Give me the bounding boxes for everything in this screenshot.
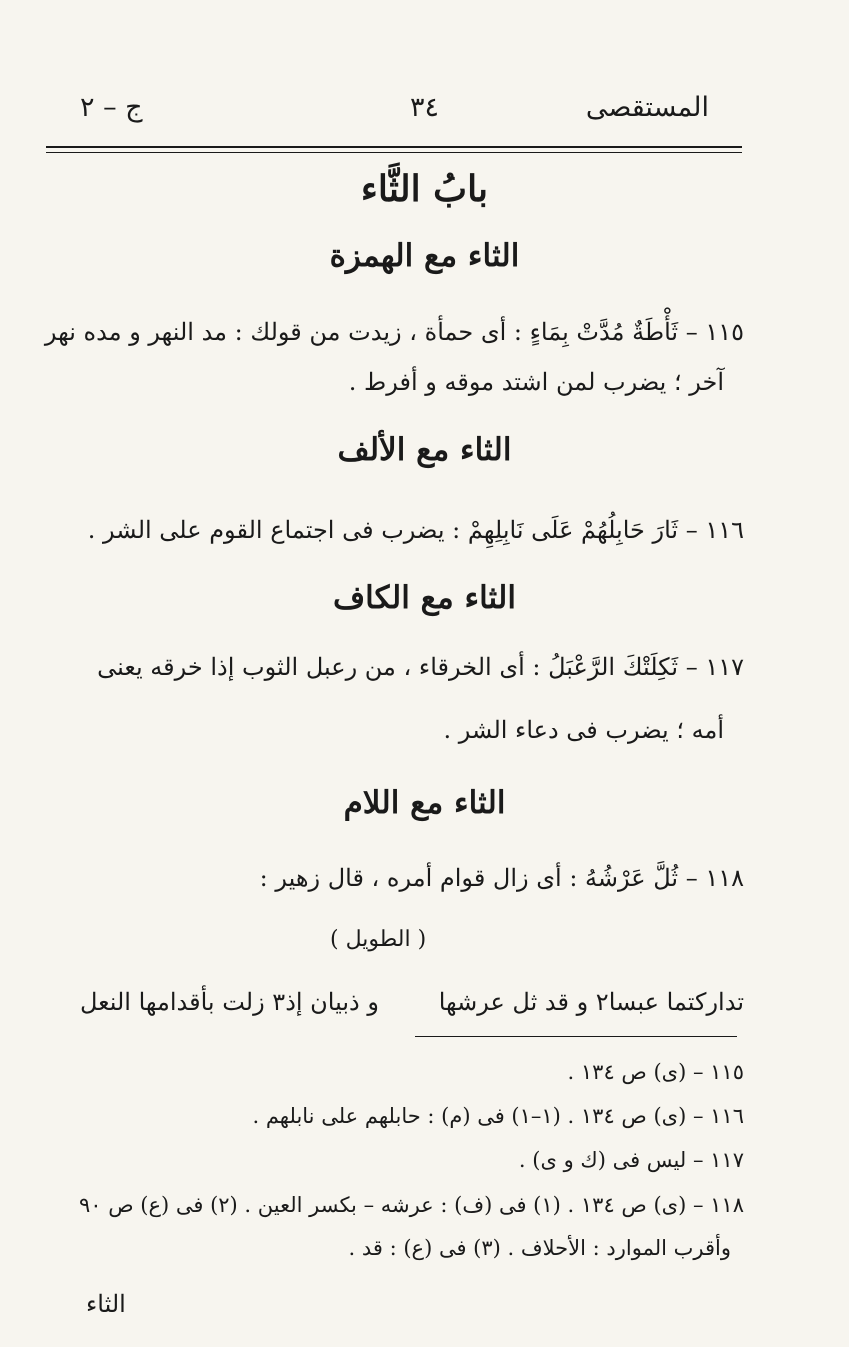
verse-first-hemistich: تداركتما عبسا٢ و قد ثل عرشها bbox=[438, 988, 744, 1016]
header-volume: ج – ٢ bbox=[80, 92, 143, 123]
footnote-116: ١١٦ – (ى) ص ١٣٤ . (١–١) فى (م) : حابلهم على نابلهم . bbox=[252, 1104, 744, 1128]
verse-second-hemistich: و ذبيان إذ٣ زلت بأقدامها النعل bbox=[80, 988, 379, 1016]
catchword: الثاء bbox=[86, 1290, 126, 1318]
footnote-separator bbox=[415, 1036, 737, 1037]
section-heading-hamza: الثاء مع الهمزة bbox=[329, 238, 520, 274]
entry-118-line-1: ١١٨ – ثُلَّ عَرْشُهُ : أى زال قوام أمره ، قال زهير : bbox=[259, 864, 744, 892]
entry-115-line-2: آخر ؛ يضرب لمن اشتد موقه و أفرط . bbox=[348, 368, 724, 396]
header-rule-thick bbox=[46, 146, 742, 148]
header-book-title: المستقصى bbox=[585, 92, 709, 123]
footnote-118-line-1: ١١٨ – (ى) ص ١٣٤ . (١) فى (ف) : عرشه – بكسر العين . (٢) فى (ع) ص ٩٠ bbox=[78, 1193, 744, 1217]
entry-117-line-2: أمه ؛ يضرب فى دعاء الشر . bbox=[443, 716, 724, 744]
section-heading-lam: الثاء مع اللام bbox=[343, 785, 506, 821]
footnote-117: ١١٧ – ليس فى (ك و ى) . bbox=[518, 1148, 744, 1172]
section-heading-alif: الثاء مع الألف bbox=[337, 432, 512, 468]
chapter-title: بابُ الثَّاء bbox=[360, 168, 489, 210]
poem-meter: ( الطويل ) bbox=[330, 927, 427, 952]
header-page-number: ٣٤ bbox=[409, 92, 439, 123]
entry-117-line-1: ١١٧ – ثَكِلَتْكَ الرَّعْبَلُ : أى الخرقاء ، من رعبل الثوب إذا خرقه يعنى bbox=[97, 653, 744, 681]
header-rule-thin bbox=[46, 152, 742, 153]
footnote-118-line-2: وأقرب الموارد : الأحلاف . (٣) فى (ع) : قد . bbox=[348, 1236, 731, 1260]
entry-116-line-1: ١١٦ – ثَارَ حَابِلُهُمْ عَلَى نَابِلِهِمْ : يضرب فى اجتماع القوم على الشر . bbox=[87, 516, 744, 544]
footnote-115: ١١٥ – (ى) ص ١٣٤ . bbox=[567, 1060, 744, 1084]
entry-115-line-1: ١١٥ – ثَأْطَةٌ مُدَّتْ بِمَاءٍ : أى حمأة ، زيدت من قولك : مد النهر و مده نهر bbox=[44, 318, 744, 346]
section-heading-kaf: الثاء مع الكاف bbox=[333, 580, 516, 616]
